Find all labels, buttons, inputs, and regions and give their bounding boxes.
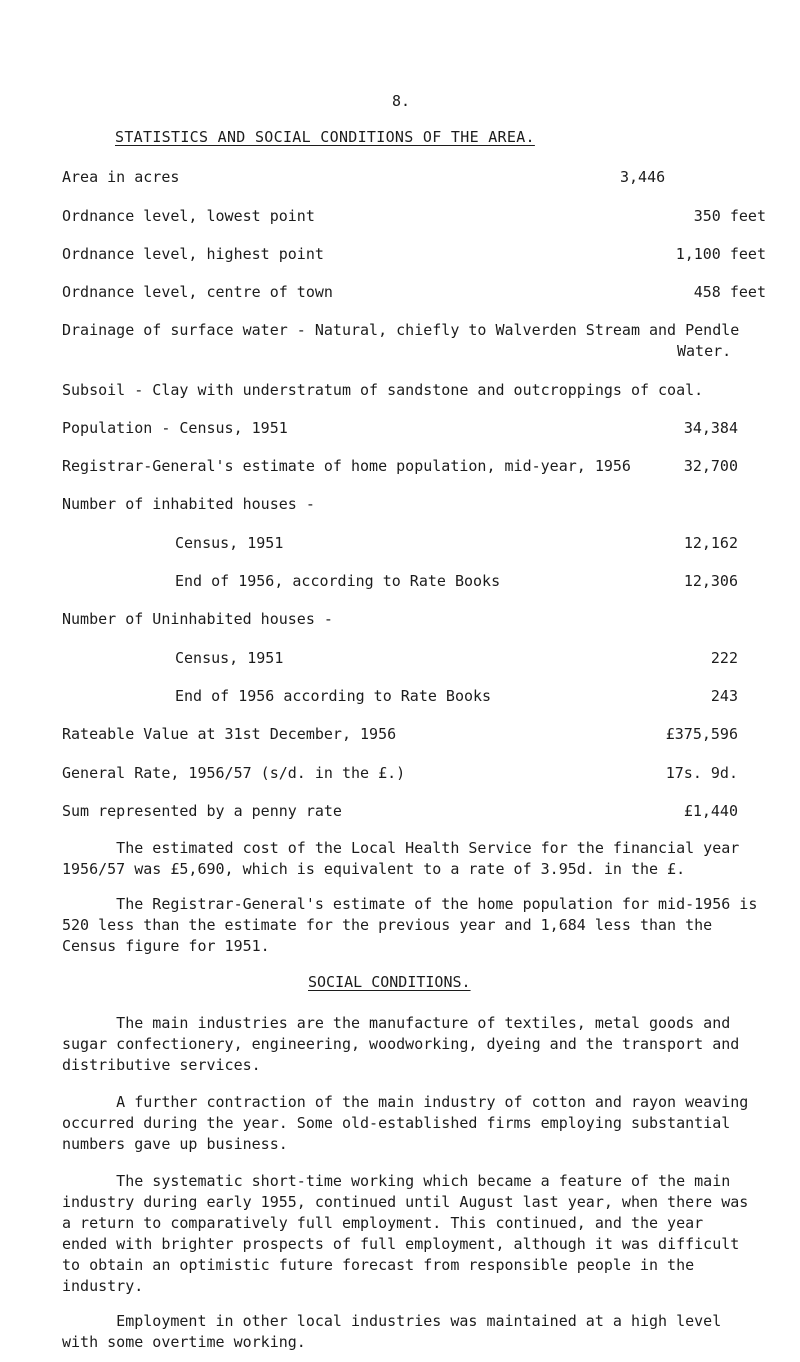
social-paragraph-employment: Employment in other local industries was maintained at a high level with some overtime working. (62, 1312, 722, 1351)
population-census-label: Population - Census, 1951 (62, 419, 288, 437)
page-number: 8. (392, 92, 411, 110)
stat-value-lowest: 350 feet (693, 207, 766, 225)
uninhabited-census-value: 222 (710, 649, 738, 667)
social-paragraph-short-time: The systematic short-time working which became a feature of the main industry during early 1955, continued until August last year, when there was a return to comparatively full employment. This continued, and the year ended with brighter prospects of full employment, although it was difficult to obtain an optimistic future forecast from responsible people in the industry. (62, 1172, 749, 1295)
rateable-value-value: £375,596 (665, 725, 738, 743)
social-paragraph-industries: The main industries are the manufacture of textiles, metal goods and sugar confectionery, engineering, woodworking, dyeing and the transport and distributive services. (62, 1014, 740, 1074)
drainage-line-1: Drainage of surface water - Natural, chiefly to Walverden Stream and Pendle (62, 321, 740, 339)
stat-value-centre: 458 feet (693, 283, 766, 301)
inhabited-heading: Number of inhabited houses - (62, 495, 315, 513)
rateable-value-label: Rateable Value at 31st December, 1956 (62, 725, 397, 743)
stat-label-highest: Ordnance level, highest point (62, 245, 324, 263)
general-rate-label: General Rate, 1956/57 (s/d. in the £.) (62, 764, 406, 782)
uninhabited-census-label: Census, 1951 (175, 649, 284, 667)
drainage-line-2: Water. (677, 342, 732, 360)
population-census-value: 34,384 (683, 419, 738, 437)
stat-label-area: Area in acres (62, 168, 180, 186)
inhabited-census-value: 12,162 (683, 534, 738, 552)
subsoil-text: Subsoil - Clay with understratum of sandstone and outcroppings of coal. (62, 381, 704, 399)
inhabited-ratebooks-label: End of 1956, according to Rate Books (175, 572, 501, 590)
penny-rate-value: £1,440 (683, 802, 738, 820)
stat-value-area: 3,446 (620, 168, 666, 186)
inhabited-ratebooks-value: 12,306 (683, 572, 738, 590)
uninhabited-ratebooks-label: End of 1956 according to Rate Books (175, 687, 492, 705)
penny-rate-label: Sum represented by a penny rate (62, 802, 342, 820)
population-estimate-paragraph: The Registrar-General's estimate of the home population for mid-1956 is 520 less than the estimate for the previous year and 1,684 less than the Census figure for 1951. (62, 895, 758, 955)
uninhabited-heading: Number of Uninhabited houses - (62, 610, 333, 628)
population-estimate-label: Registrar-General's estimate of home population, mid-year, 1956 (62, 457, 631, 475)
population-estimate-value: 32,700 (683, 457, 738, 475)
uninhabited-ratebooks-value: 243 (710, 687, 738, 705)
health-cost-paragraph: The estimated cost of the Local Health Service for the financial year 1956/57 was £5,690, which is equivalent to a rate of 3.95d. in the £. (62, 839, 740, 878)
stat-value-highest: 1,100 feet (675, 245, 766, 263)
inhabited-census-label: Census, 1951 (175, 534, 284, 552)
page-title: STATISTICS AND SOCIAL CONDITIONS OF THE AREA. (115, 128, 535, 146)
general-rate-value: 17s. 9d. (665, 764, 738, 782)
social-paragraph-contraction: A further contraction of the main industry of cotton and rayon weaving occurred during the year. Some old-established firms employing substantial numbers gave up business. (62, 1093, 749, 1153)
stat-label-centre: Ordnance level, centre of town (62, 283, 333, 301)
stat-label-lowest: Ordnance level, lowest point (62, 207, 315, 225)
social-conditions-heading: SOCIAL CONDITIONS. (308, 973, 471, 991)
